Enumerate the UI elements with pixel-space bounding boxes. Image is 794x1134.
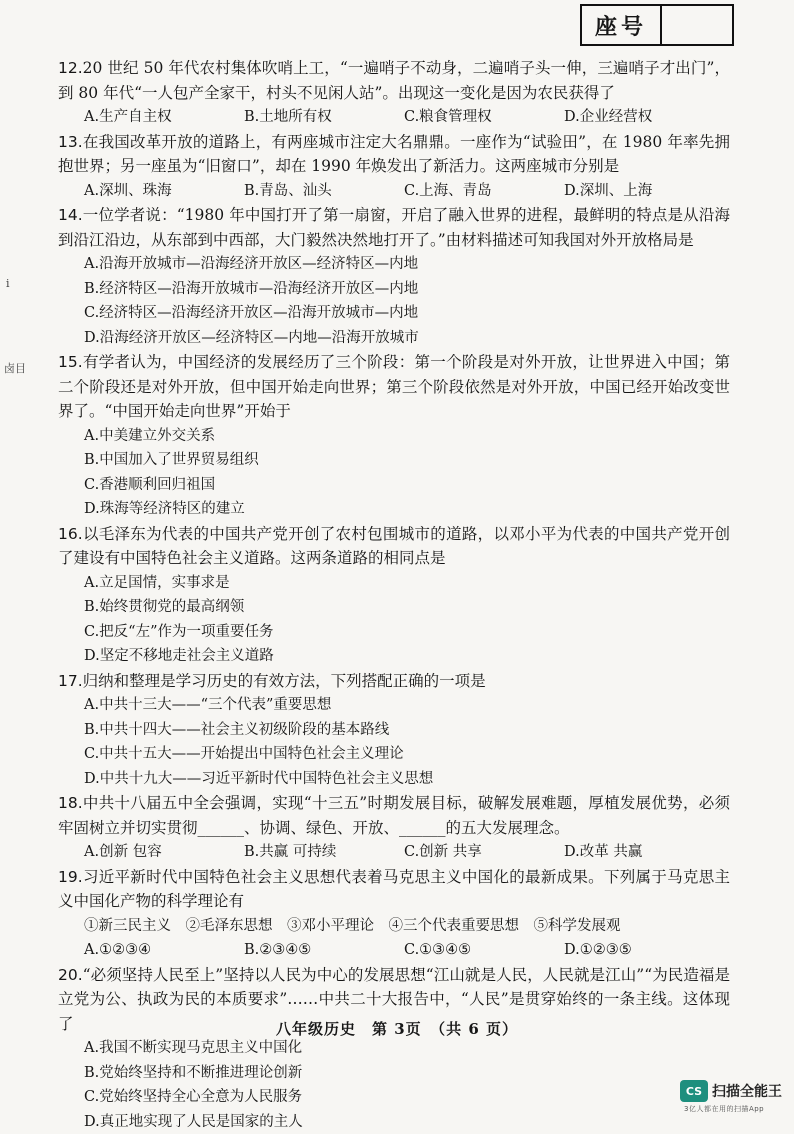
question-number: 18.: [58, 794, 83, 812]
question-list: [58, 56, 730, 1134]
answer-option: C.创新 共享: [404, 840, 564, 865]
answer-option: C.中共十五大——开始提出中国特色社会主义理论: [84, 742, 730, 767]
answer-options: [58, 424, 730, 522]
answer-options: [58, 179, 730, 204]
answer-option: D.深圳、上海: [564, 179, 724, 204]
question-stem: [58, 56, 730, 105]
question-stem: [58, 865, 730, 914]
question-text: 在我国改革开放的道路上，有两座城市注定大名鼎鼎。一座作为“试验田”，在 1980 年率先拥抱世界；另一座虽为“旧窗口”，却在 1990 年焕发出了新活力。这两座城市分别是: [58, 133, 730, 176]
answer-options: [58, 105, 730, 130]
question-item: [58, 669, 730, 792]
answer-option: A.中美建立外交关系: [84, 424, 440, 449]
answer-options: [58, 938, 730, 963]
answer-options: [58, 840, 730, 865]
answer-option: C.香港顺利回归祖国: [84, 473, 440, 498]
answer-option: D.企业经营权: [564, 105, 724, 130]
answer-option: B.党始终坚持和不断推进理论创新: [84, 1061, 440, 1086]
answer-option: B.②③④⑤: [244, 938, 404, 963]
question-number: 20.: [58, 966, 83, 984]
answer-options: [58, 252, 730, 350]
seat-number-blank: [662, 6, 732, 44]
question-number: 17.: [58, 672, 83, 690]
question-number: 19.: [58, 868, 83, 886]
question-stem: [58, 130, 730, 179]
question-item: [58, 522, 730, 669]
answer-option: D.沿海经济开放区—经济特区—内地—沿海开放城市: [84, 326, 730, 351]
answer-option: B.共赢 可持续: [244, 840, 404, 865]
question-text: “必须坚持人民至上”坚持以人民为中心的发展思想“江山就是人民，人民就是江山”“为民造福是立党为公、执政为民的本质要求”……中共二十大报告中，“人民”是贯穿始终的一条主线。这体现了: [58, 966, 730, 1033]
question-number: 14.: [58, 206, 83, 224]
margin-mark: i: [6, 277, 10, 290]
answer-option: C.把反“左”作为一项重要任务: [84, 620, 440, 645]
question-item: [58, 963, 730, 1134]
question-stem: [58, 350, 730, 424]
question-stem: [58, 669, 730, 694]
question-number: 12.: [58, 59, 83, 77]
question-items: ①新三民主义 ②毛泽东思想 ③邓小平理论 ④三个代表重要思想 ⑤科学发展观: [58, 914, 730, 939]
answer-option: C.上海、青岛: [404, 179, 564, 204]
question-text: 20 世纪 50 年代农村集体吹哨上工，“一遍哨子不动身，二遍哨子头一伸，三遍哨子才出门”，到 80 年代“一人包产全家干，村头不见闲人站”。出现这一变化是因为农民获得了: [58, 59, 730, 102]
answer-option: A.我国不断实现马克思主义中国化: [84, 1036, 440, 1061]
question-text: 有学者认为，中国经济的发展经历了三个阶段：第一个阶段是对外开放，让世界进入中国；第二个阶段还是对外开放，但中国开始走向世界；第三个阶段依然是对外开放，中国已经开始改变世界了。“中国开始走向世界”开始于: [58, 353, 730, 420]
answer-option: D.中共十九大——习近平新时代中国特色社会主义思想: [84, 767, 730, 792]
question-number: 16.: [58, 525, 83, 543]
answer-option: A.创新 包容: [84, 840, 244, 865]
scanner-watermark: [680, 1080, 782, 1102]
question-text: 归纳和整理是学习历史的有效方法，下列搭配正确的一项是: [83, 672, 486, 690]
answer-option: D.坚定不移地走社会主义道路: [84, 644, 440, 669]
answer-option: D.真正地实现了人民是国家的主人: [84, 1110, 440, 1134]
answer-option: A.生产自主权: [84, 105, 244, 130]
question-item: [58, 56, 730, 130]
question-text: 以毛泽东为代表的中国共产党开创了农村包围城市的道路，以邓小平为代表的中国共产党开创了建设有中国特色社会主义道路。这两条道路的相同点是: [58, 525, 730, 568]
answer-options: [58, 693, 730, 791]
scanner-tagline: 3亿人都在用的扫描App: [684, 1104, 764, 1114]
question-item: [58, 791, 730, 865]
seat-label: 座号: [582, 6, 662, 44]
page-footer: 八年级历史 第 3页 （共 6 页）: [0, 1018, 794, 1039]
question-text: 习近平新时代中国特色社会主义思想代表着马克思主义中国化的最新成果。下列属于马克思主义中国化产物的科学理论有: [58, 868, 730, 911]
question-item: [58, 865, 730, 963]
answer-option: C.①③④⑤: [404, 938, 564, 963]
answer-options: [58, 571, 730, 669]
question-number: 15.: [58, 353, 83, 371]
answer-option: A.沿海开放城市—沿海经济开放区—经济特区—内地: [84, 252, 730, 277]
answer-option: C.粮食管理权: [404, 105, 564, 130]
answer-option: C.经济特区—沿海经济开放区—沿海开放城市—内地: [84, 301, 730, 326]
answer-option: B.中国加入了世界贸易组织: [84, 448, 440, 473]
answer-option: B.土地所有权: [244, 105, 404, 130]
question-item: [58, 130, 730, 204]
answer-option: C.党始终坚持全心全意为人民服务: [84, 1085, 440, 1110]
question-text: 中共十八届五中全会强调，实现“十三五”时期发展目标，破解发展难题，厚植发展优势，必须牢固树立并切实贯彻______、协调、绿色、开放、______的五大发展理念。: [58, 794, 730, 837]
answer-option: D.珠海等经济特区的建立: [84, 497, 440, 522]
question-item: [58, 203, 730, 350]
question-text: 一位学者说：“1980 年中国打开了第一扇窗，开启了融入世界的进程，最鲜明的特点是从沿海到沿江沿边，从东部到中西部，大门毅然决然地打开了。”由材料描述可知我国对外开放格局是: [58, 206, 730, 249]
answer-option: D.改革 共赢: [564, 840, 724, 865]
question-item: [58, 350, 730, 522]
answer-option: A.①②③④: [84, 938, 244, 963]
question-number: 13.: [58, 133, 83, 151]
camscanner-logo-icon: CS: [680, 1080, 708, 1102]
scanner-name: 扫描全能王: [712, 1081, 782, 1101]
answer-option: A.深圳、珠海: [84, 179, 244, 204]
answer-option: B.始终贯彻党的最高纲领: [84, 595, 440, 620]
answer-option: B.青岛、汕头: [244, 179, 404, 204]
margin-mark: 卤目: [4, 360, 26, 376]
answer-option: B.经济特区—沿海开放城市—沿海经济开放区—内地: [84, 277, 730, 302]
answer-options: [58, 1036, 730, 1134]
question-stem: [58, 203, 730, 252]
question-stem: [58, 791, 730, 840]
answer-option: A.中共十三大——“三个代表”重要思想: [84, 693, 730, 718]
seat-number-box: [580, 4, 734, 46]
answer-option: D.①②③⑤: [564, 938, 724, 963]
answer-option: A.立足国情，实事求是: [84, 571, 440, 596]
answer-option: B.中共十四大——社会主义初级阶段的基本路线: [84, 718, 730, 743]
question-stem: [58, 522, 730, 571]
